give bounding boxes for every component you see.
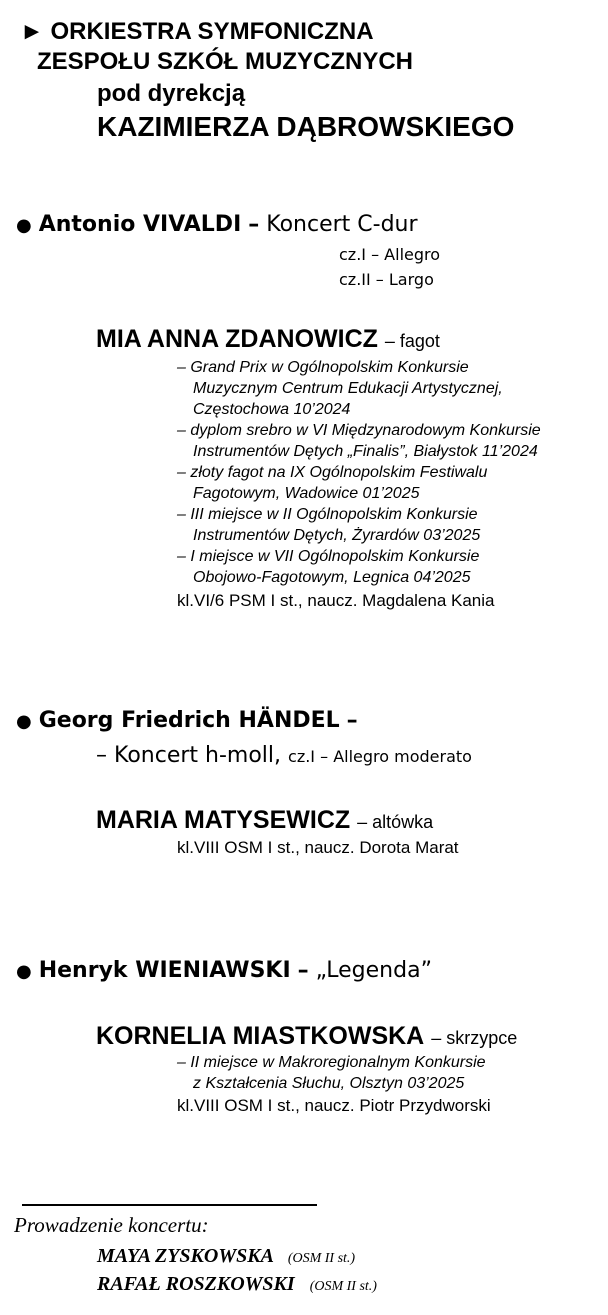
work-title: – Koncert h-moll, bbox=[96, 743, 282, 768]
dash: – bbox=[248, 212, 260, 237]
piece-2-title bbox=[16, 708, 358, 735]
instrument: – fagot bbox=[384, 331, 440, 351]
school-name: ZESPOŁU SZKÓŁ MUZYCZNYCH bbox=[37, 48, 413, 75]
performer-2 bbox=[96, 805, 433, 837]
host-name: RAFAŁ ROSZKOWSKI bbox=[97, 1273, 295, 1295]
achievement-item: – II miejsce w Makroregionalnym Konkursie z Kształcenia Słuchu, Olsztyn 03’2025 bbox=[177, 1054, 486, 1092]
performer-name: KORNELIA MIASTKOWSKA bbox=[96, 1022, 425, 1050]
header-line-1 bbox=[20, 18, 374, 46]
class-teacher-info: kl.VIII OSM I st., naucz. Dorota Marat bbox=[177, 838, 459, 857]
host-1 bbox=[97, 1243, 355, 1272]
achievements-list-1 bbox=[177, 357, 541, 588]
achievements-list-3 bbox=[177, 1052, 486, 1094]
conductor-label: pod dyrekcją bbox=[97, 80, 246, 107]
dash: – bbox=[297, 958, 309, 983]
achievement-item: – Grand Prix w Ogólnopolskim Konkursie Muzycznym Centrum Edukacji Artystycznej, Częstochowa 10’2024 bbox=[177, 359, 503, 418]
bullet-icon: ● bbox=[16, 215, 32, 236]
achievement-item: – III miejsce w II Ogólnopolskim Konkursie Instrumentów Dętych, Żyrardów 03’2025 bbox=[177, 506, 481, 544]
triangle-marker-icon: ► bbox=[20, 18, 44, 45]
piece-2-work bbox=[96, 743, 472, 769]
host-name: MAYA ZYSKOWSKA bbox=[97, 1245, 273, 1267]
divider-line bbox=[22, 1204, 317, 1206]
conductor-name: KAZIMIERZA DĄBROWSKIEGO bbox=[97, 111, 515, 142]
class-teacher-info: kl.VIII OSM I st., naucz. Piotr Przydworski bbox=[177, 1096, 491, 1115]
host-school: (OSM II st.) bbox=[287, 1251, 356, 1266]
composer-name: Henryk WIENIAWSKI bbox=[38, 958, 291, 983]
dash: – bbox=[346, 708, 358, 733]
hosts-label: Prowadzenie koncertu: bbox=[14, 1213, 209, 1237]
instrument: – skrzypce bbox=[431, 1028, 518, 1048]
achievement-item: – złoty fagot na IX Ogólnopolskim Festiwalu Fagotowym, Wadowice 01’2025 bbox=[177, 464, 488, 502]
host-school: (OSM II st.) bbox=[309, 1279, 377, 1294]
composer-name: Antonio VIVALDI bbox=[38, 212, 242, 237]
work-title: „Legenda” bbox=[315, 958, 432, 983]
composer-name: Georg Friedrich HÄNDEL bbox=[38, 708, 340, 733]
bullet-icon: ● bbox=[16, 711, 32, 732]
performer-name: MARIA MATYSEWICZ bbox=[96, 806, 351, 834]
piece-3-title bbox=[16, 958, 432, 985]
piece-1-title bbox=[16, 212, 418, 239]
achievement-item: – I miejsce w VII Ogólnopolskim Konkursie Obojowo-Fagotowym, Legnica 04’2025 bbox=[177, 548, 480, 586]
work-title: Koncert C-dur bbox=[266, 212, 418, 237]
performer-name: MIA ANNA ZDANOWICZ bbox=[96, 325, 378, 353]
orchestra-name: ORKIESTRA SYMFONICZNA bbox=[50, 18, 374, 45]
movement-1: cz.I – Allegro bbox=[339, 245, 441, 264]
movement-2: cz.II – Largo bbox=[339, 270, 434, 289]
performer-3 bbox=[96, 1021, 517, 1053]
achievement-item: – dyplom srebro w VI Międzynarodowym Konkursie Instrumentów Dętych „Finalis”, Białystok 11’2024 bbox=[177, 422, 541, 460]
movement-inline: cz.I – Allegro moderato bbox=[288, 747, 472, 766]
instrument: – altówka bbox=[357, 812, 434, 832]
bullet-icon: ● bbox=[16, 961, 32, 982]
performer-1 bbox=[96, 324, 440, 356]
class-teacher-info: kl.VI/6 PSM I st., naucz. Magdalena Kania bbox=[177, 591, 495, 610]
host-2 bbox=[97, 1271, 377, 1300]
